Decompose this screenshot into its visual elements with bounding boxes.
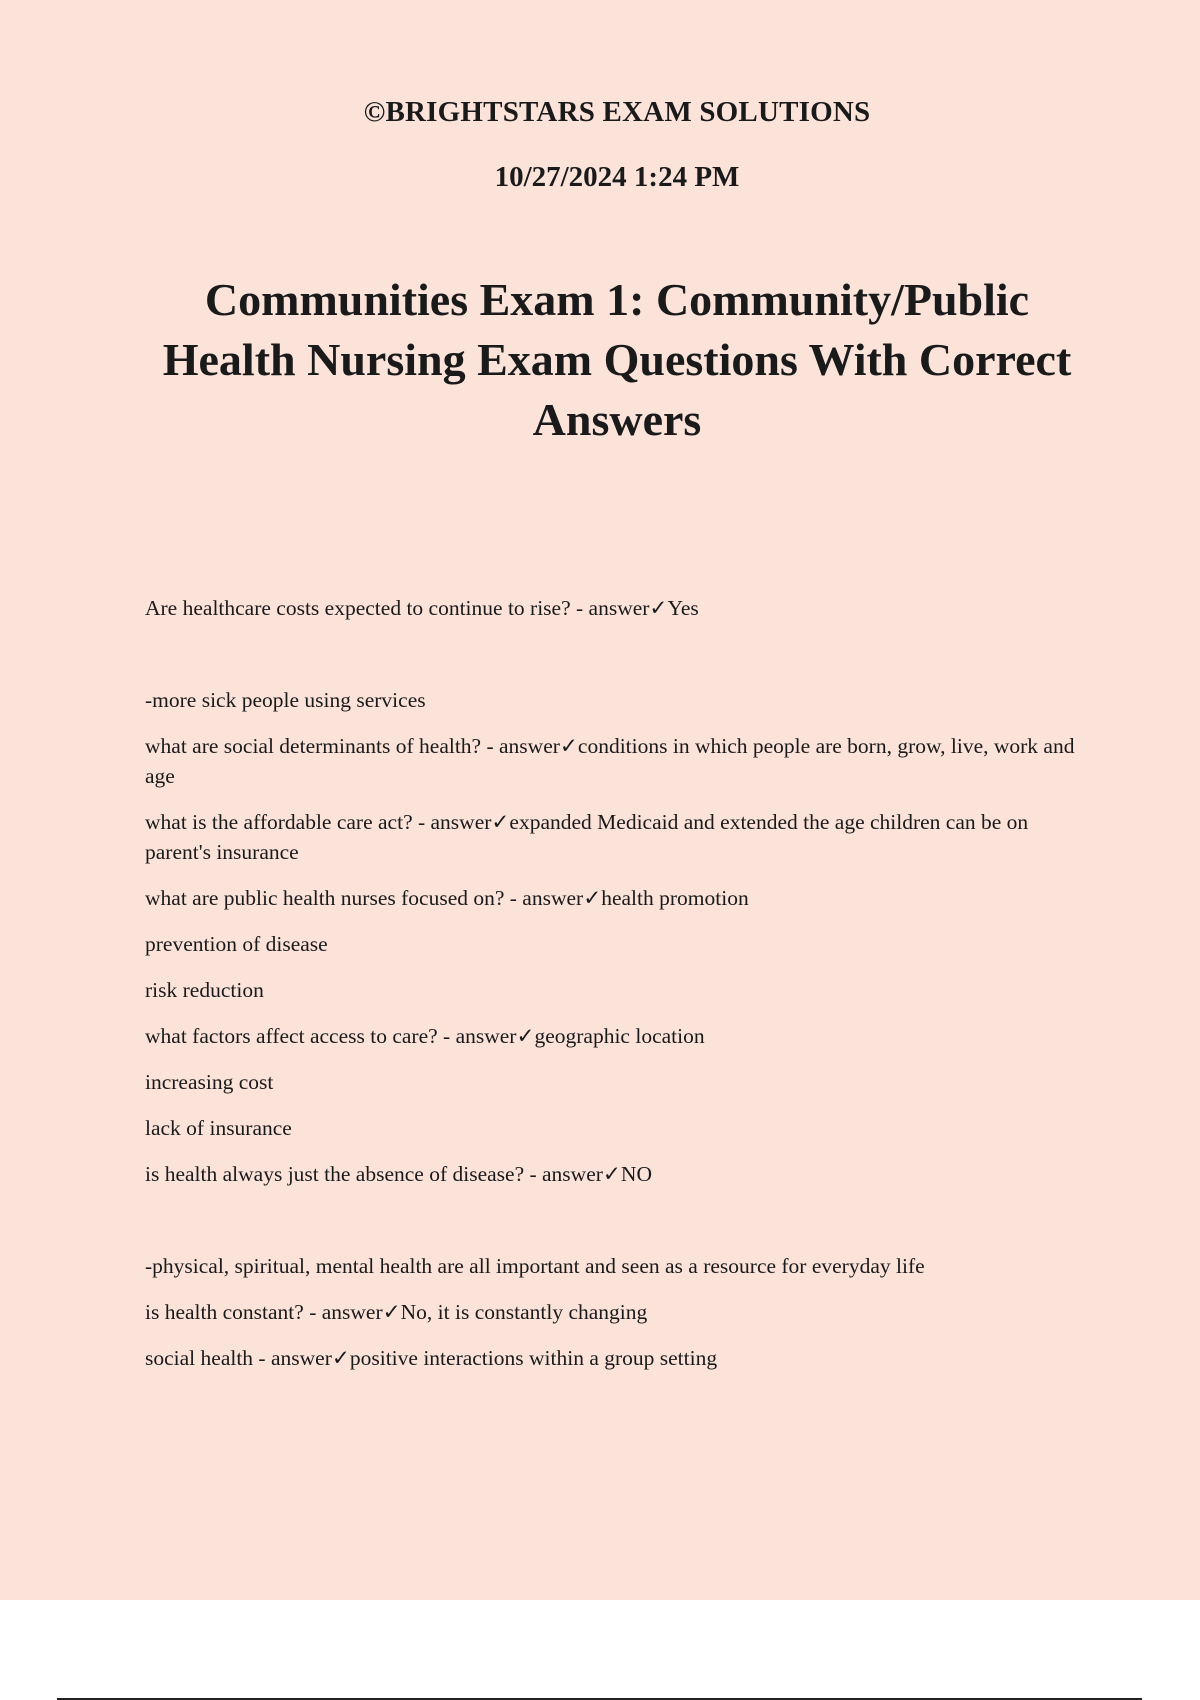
qa-line: what are social determinants of health? - answer✓conditions in which people are born, grow, live, work and age bbox=[145, 734, 1080, 788]
qa-line: what factors affect access to care? - answer✓geographic location bbox=[145, 1024, 705, 1048]
qa-line: lack of insurance bbox=[145, 1116, 292, 1140]
document-title: Communities Exam 1: Community/Public Health Nursing Exam Questions With Correct Answers bbox=[162, 274, 1072, 445]
qa-line: social health - answer✓positive interactions within a group setting bbox=[145, 1346, 718, 1370]
qa-line: is health always just the absence of disease? - answer✓NO bbox=[145, 1162, 652, 1186]
qa-line: what is the affordable care act? - answer✓expanded Medicaid and extended the age children can be on parent's insurance bbox=[145, 810, 1034, 864]
qa-line: Are healthcare costs expected to continue to rise? - answer✓Yes bbox=[145, 596, 699, 620]
qa-line: -physical, spiritual, mental health are all important and seen as a resource for everyday life bbox=[145, 1254, 925, 1278]
qa-line: what are public health nurses focused on? - answer✓health promotion bbox=[145, 886, 749, 910]
header-datetime: 10/27/2024 1:24 PM bbox=[494, 161, 740, 193]
qa-line: increasing cost bbox=[145, 1070, 274, 1094]
header-brand: ©BRIGHTSTARS EXAM SOLUTIONS bbox=[363, 96, 871, 128]
qa-line: is health constant? - answer✓No, it is constantly changing bbox=[145, 1300, 648, 1324]
qa-line: risk reduction bbox=[145, 978, 264, 1002]
qa-line: -more sick people using services bbox=[145, 688, 426, 712]
qa-line: prevention of disease bbox=[145, 932, 328, 956]
qa-list bbox=[145, 593, 1095, 1389]
